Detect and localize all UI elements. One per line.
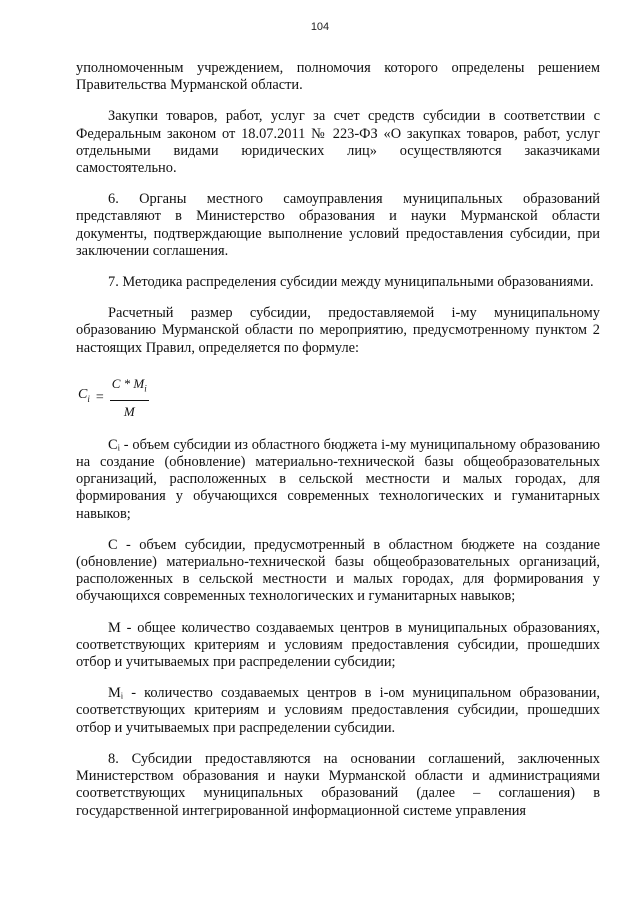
paragraph-procurement: Закупки товаров, работ, услуг за счет средств субсидии в соответствии с Федеральным законом от 18.07.2011 № 223-ФЗ «О закупках товаров, работ, услуг отдельными видами юридических лиц» осуществляются заказчиками самостоятельно.	[76, 108, 600, 177]
definition-m: M - общее количество создаваемых центров в муниципальных образованиях, соответствующих критериям и условиям предоставления субсидии, прошедших отбор и учитываемых при распределении субсидии;	[76, 619, 600, 671]
paragraph-item-8: 8. Субсидии предоставляются на основании соглашений, заключенных Министерством образования и науки Мурманской области и администрациями соответствующих муниципальных образований (далее – соглашения) в государственной интегрированной информационной системе управления	[76, 750, 600, 819]
paragraph-continuation: уполномоченным учреждением, полномочия которого определены решением Правительства Мурманской области.	[76, 60, 600, 94]
paragraph-item-7: 7. Методика распределения субсидии между муниципальными образованиями.	[108, 274, 594, 291]
formula-denominator: M	[123, 403, 135, 419]
formula-lhs: $C_i$	[78, 387, 90, 405]
definition-mi: Mᵢ - количество создаваемых центров в i-ом муниципальном образовании, соответствующих критериям и условиям предоставления субсидии, прошедших отбор и учитываемых при распределении субсидии.	[76, 685, 600, 736]
definition-c: C - объем субсидии, предусмотренный в областном бюджете на создание (обновление) материально-технической базы общеобразовательных организаций, расположенных в сельской местности и малых городах, для формирования у обучающихся современных технологических и гуманитарных навыков;	[76, 536, 600, 605]
page-number: 104	[310, 21, 330, 33]
formula-equals: =	[95, 389, 104, 405]
definition-ci: Cᵢ - объем субсидии из областного бюджета i-му муниципальному образованию на создание (обновление) материально-технической базы общеобразовательных организаций, расположенных в сельской местности и малых городах, для формирования у обучающихся современных технологических и гуманитарных навыков;	[76, 436, 600, 522]
formula-fraction	[110, 375, 149, 420]
paragraph-item-6: 6. Органы местного самоуправления муниципальных образований представляют в Министерство образования и науки Мурманской области документы, подтверждающие выполнение условий предоставления субсидии, при заключении соглашения.	[76, 191, 600, 259]
subsidy-formula	[78, 375, 149, 420]
document-body	[76, 60, 600, 834]
formula-numerator: C * $M_i$	[110, 375, 149, 401]
paragraph-formula-intro: Расчетный размер субсидии, предоставляемой i-му муниципальному образованию Мурманской области по мероприятию, предусмотренному пунктом 2 настоящих Правил, определяется по формуле:	[76, 305, 600, 356]
formula-block	[76, 369, 600, 423]
